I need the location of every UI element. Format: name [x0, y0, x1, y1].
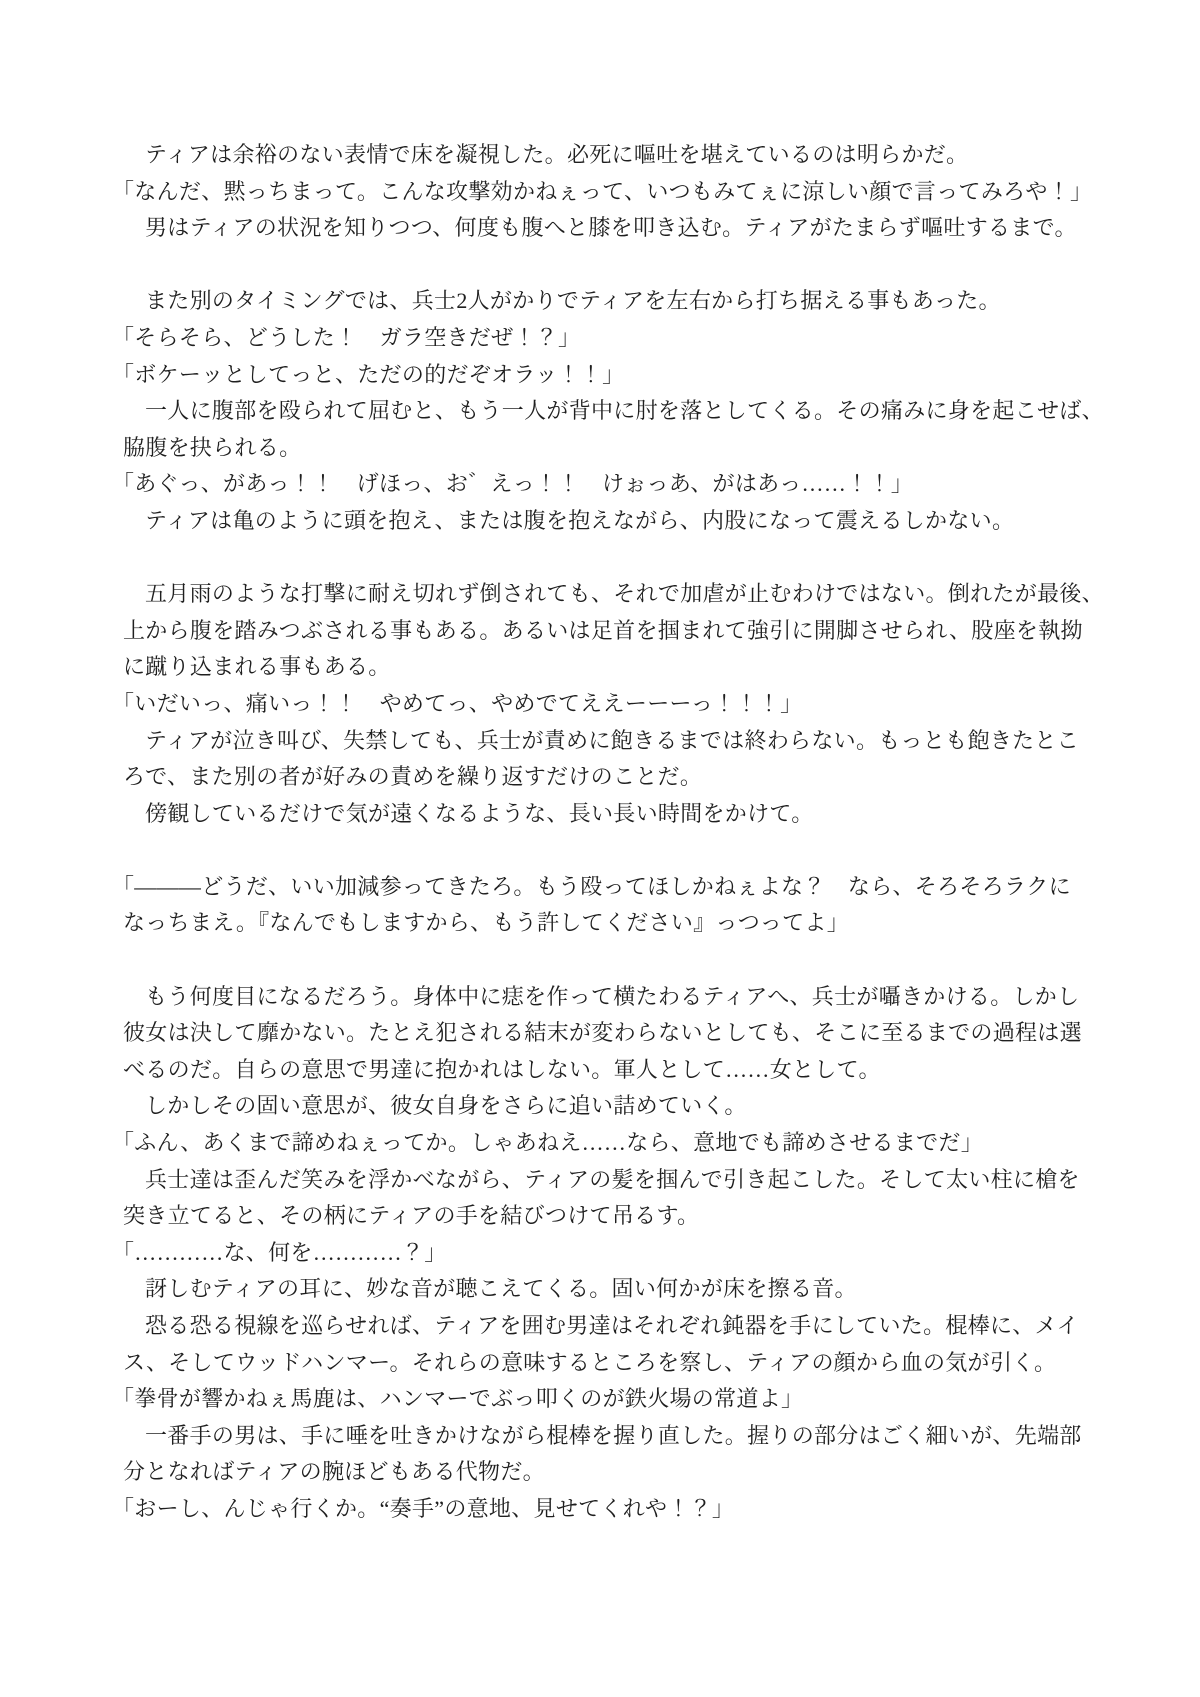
text-line: 「ボケーッとしてっと、ただの的だぞオラッ！！」 — [112, 361, 625, 387]
blank-line — [123, 832, 1093, 869]
text-line: 五月雨のような打撃に耐え切れず倒されても、それで加虐が止むわけではない。倒れたが最後、 — [145, 581, 1104, 607]
text-line: 「拳骨が響かねぇ馬鹿は、ハンマーでぶっ叩くのが鉄火場の常道よ」 — [112, 1386, 804, 1412]
text-line: ろで、また別の者が好みの責めを繰り返すだけのことだ。 — [123, 764, 703, 790]
text-line: 「そらそら、どうした！ ガラ空きだぜ！？」 — [112, 324, 581, 350]
text-line: 突き立てると、その柄にティアの手を結びつけて吊るす。 — [123, 1203, 700, 1229]
text-line: 訝しむティアの耳に、妙な音が聴こえてくる。固い何かが床を擦る音。 — [145, 1276, 857, 1302]
text-line: ティアは余裕のない表情で床を凝視した。必死に嘔吐を堪えているのは明らかだ。 — [145, 142, 969, 167]
text-line: 彼女は決して靡かない。たとえ犯される結末が変わらないとしても、そこに至るまでの過程は選 — [123, 1020, 1082, 1046]
text-line: 「なんだ、黙っちまって。こんな攻撃効かねぇって、いつもみてぇに涼しい顔で言ってみろや！」 — [112, 178, 1093, 204]
text-line: 「おーし、んじゃ行くか。“奏手”の意地、見せてくれや！？」 — [112, 1495, 735, 1521]
text-line: ス、そしてウッドハンマー。それらの意味するところを察し、ティアの顔から血の気が引く。 — [123, 1349, 1057, 1375]
text-line: 男はティアの状況を知りつつ、何度も腹へと膝を叩き込む。ティアがたまらず嘔吐するまで。 — [145, 215, 1077, 241]
text-line: 一番手の男は、手に唾を吐きかけながら棍棒を握り直した。握りの部分はごく細いが、先端部 — [145, 1422, 1082, 1448]
blank-line — [123, 247, 1093, 284]
text-line: 一人に腹部を殴られて屈むと、もう一人が背中に肘を落としてくる。その痛みに身を起こせば、 — [145, 398, 1104, 424]
text-line: に蹴り込まれる事もある。 — [123, 654, 391, 680]
text-line: しかしその固い意思が、彼女自身をさらに追い詰めていく。 — [145, 1093, 747, 1119]
text-line: もう何度目になるだろう。身体中に痣を作って横たわるティアへ、兵士が囁きかける。しかし — [145, 983, 1080, 1009]
text-line: ティアが泣き叫び、失禁しても、兵士が責めに飽きるまでは終わらない。もっとも飽きたとこ — [145, 727, 1079, 753]
text-line: ティアは亀のように頭を抱え、または腹を抱えながら、内股になって震えるしかない。 — [145, 507, 1015, 533]
text-line: 恐る恐る視線を巡らせれば、ティアを囲む男達はそれぞれ鈍器を手にしていた。棍棒に、メイ — [145, 1313, 1079, 1338]
text-line: 傍観しているだけで気が遠くなるような、長い長い時間をかけて。 — [145, 800, 814, 826]
text-line: 脇腹を抉られる。 — [123, 434, 302, 460]
text-line: 分となればティアの腕ほどもある代物だ。 — [123, 1459, 545, 1485]
text-line: 上から腹を踏みつぶされる事もある。あるいは足首を掴まれて強引に開脚させられ、股座を執拗 — [123, 617, 1083, 643]
text-line: 「ふん、あくまで諦めねぇってか。しゃあねえ……なら、意地でも諦めさせるまでだ」 — [112, 1130, 984, 1156]
text-line: べるのだ。自らの意思で男達に抱かれはしない。軍人として……女として。 — [123, 1056, 881, 1082]
text-line: 兵士達は歪んだ笑みを浮かべながら、ティアの髪を掴んで引き起こした。そして太い柱に槍を — [145, 1166, 1080, 1192]
blank-line — [123, 942, 1093, 979]
text-line: 「…………な、何を…………？」 — [112, 1239, 447, 1265]
text-line: 「あぐっ、があっ！！ げほっ、お゛えっ！！ けぉっあ、がはあっ……！！」 — [112, 471, 914, 497]
blank-line — [123, 540, 1093, 577]
text-line: また別のタイミングでは、兵士2人がかりでティアを左右から打ち据える事もあった。 — [145, 288, 1001, 314]
text-line: なっちまえ。『なんでもしますから、もう許してください』っつってよ」 — [123, 910, 850, 936]
text-line: 「いだいっ、痛いっ！！ やめてっ、やめでてええーーーっ！！！」 — [112, 690, 803, 716]
novel-text-block — [112, 137, 1104, 1528]
text-line: 「―――どうだ、いい加減参ってきたろ。もう殴ってほしかねぇよな？ なら、そろそろラクに — [112, 873, 1071, 899]
